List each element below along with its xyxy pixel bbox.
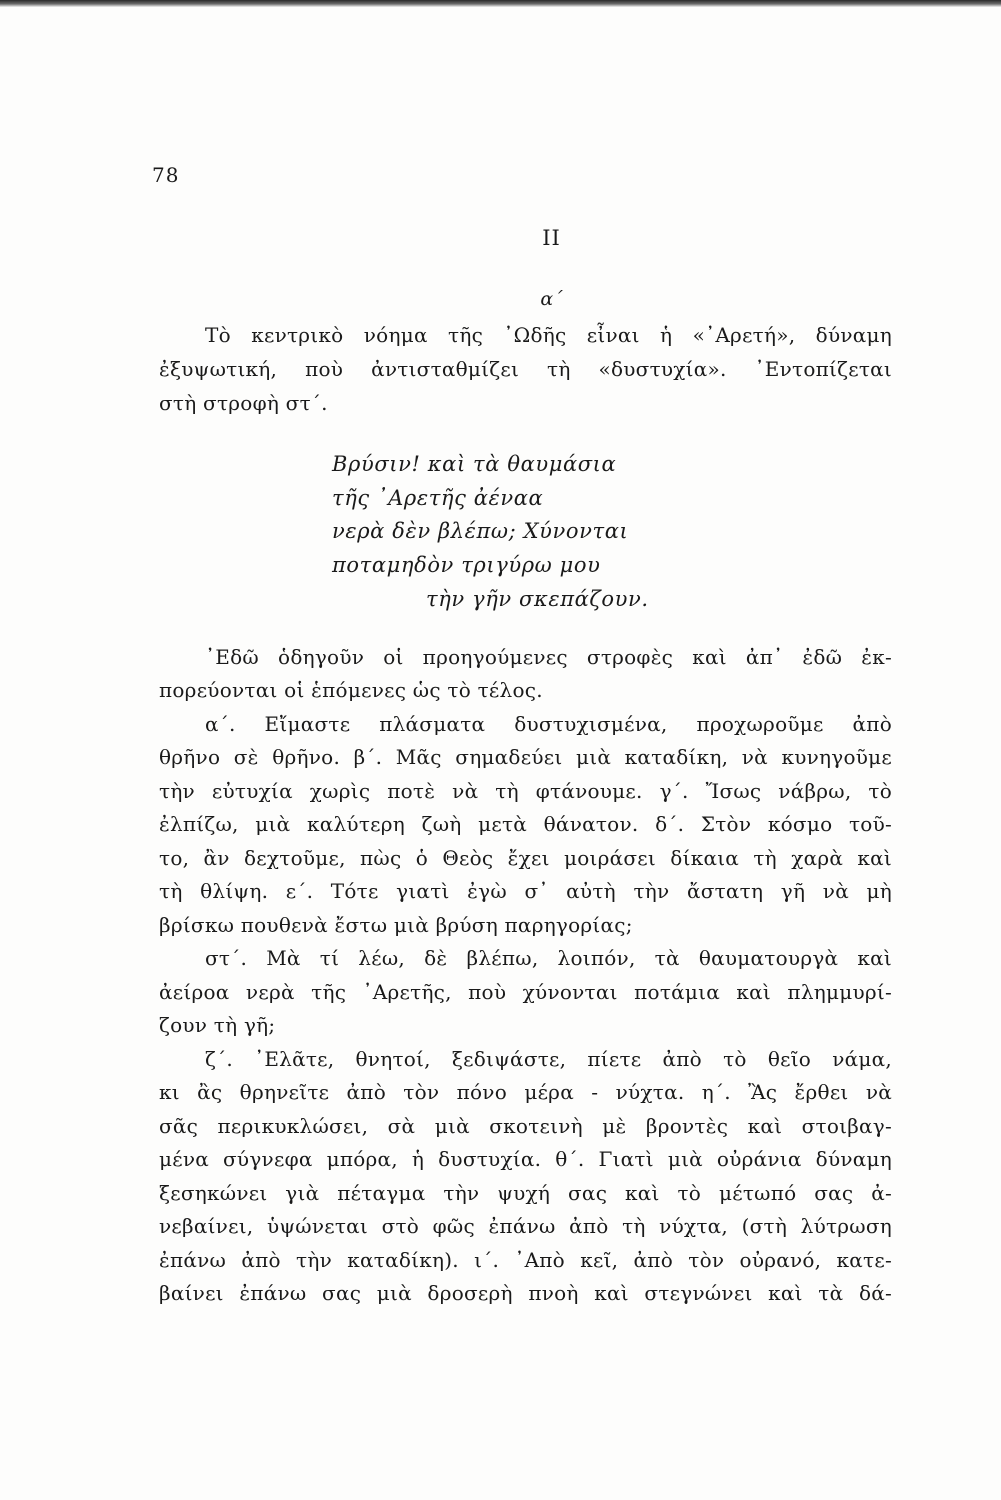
body-line: βαίνει ἐπάνω σας μιὰ δροσερὴ πνοὴ καὶ στεγνώνει καὶ τὰ δά- [159,1281,892,1305]
body-line: ζουν τὴ γῆ; [159,1013,276,1037]
body-line: στ΄. Μὰ τί λέω, δὲ βλέπω, λοιπόν, τὰ θαυματουργὰ καὶ [205,946,892,970]
verse-line: νερὰ δὲν βλέπω; Χύνονται [332,519,629,543]
body-line: α΄. Εἴμαστε πλάσματα δυστυχισμένα, προχωροῦμε ἀπὸ [205,712,892,736]
verse-line: ποταμηδὸν τριγύρω μου [332,553,601,577]
body-line: ἀείροα νερὰ τῆς ᾿Αρετῆς, ποὺ χύνονται ποτάμια καὶ πλημμυρί- [159,980,892,1004]
intro-line: Τὸ κεντρικὸ νόημα τῆς ᾿Ωδῆς εἶναι ἡ «᾿Αρετή», δύναμη [205,323,892,347]
body-line: ᾿Εδῶ ὁδηγοῦν οἱ προηγούμενες στροφὲς καὶ ἀπ᾿ ἐδῶ ἐκ- [205,645,892,669]
body-line: ζ΄. ᾿Ελᾶτε, θνητοί, ξεδιψάστε, πίετε ἀπὸ τὸ θεῖο νάμα, [205,1047,892,1071]
body-line: σᾶς περικυκλώσει, σὰ μιὰ σκοτεινὴ μὲ βροντὲς καὶ στοιβαγ- [159,1114,892,1138]
body-line: νεβαίνει, ὑψώνεται στὸ φῶς ἐπάνω ἀπὸ τὴ νύχτα, (στὴ λύτρωση [159,1214,892,1238]
body-line: τὴ θλίψη. ε΄. Τότε γιατὶ ἐγὼ σ᾿ αὐτὴ τὴν ἄστατη γῆ νὰ μὴ [159,879,892,903]
page-top-edge [0,0,1001,7]
body-line: πορεύονται οἱ ἑπόμενες ὡς τὸ τέλος. [159,678,543,702]
body-line: θρῆνο σὲ θρῆνο. β΄. Μᾶς σημαδεύει μιὰ καταδίκη, νὰ κυνηγοῦμε [159,745,892,769]
subsection-mark: α΄ [540,288,563,310]
body-line: τὴν εὐτυχία χωρὶς ποτὲ νὰ τὴ φτάνουμε. γ΄. Ἴσως νάβρω, τὸ [159,779,892,803]
body-line: ξεσηκώνει γιὰ πέταγμα τὴν ψυχή σας καὶ τὸ μέτωπό σας ἀ- [159,1181,892,1205]
intro-line: στὴ στροφὴ στ΄. [159,391,328,415]
body-line: το, ἂν δεχτοῦμε, πὼς ὁ Θεὸς ἔχει μοιράσει δίκαια τὴ χαρὰ καὶ [159,846,892,870]
section-heading: II [542,226,561,250]
body-line: ἐπάνω ἀπὸ τὴν καταδίκη). ι΄. ᾿Απὸ κεῖ, ἀπὸ τὸν οὐρανό, κατε- [159,1248,892,1272]
body-line: βρίσκω πουθενὰ ἔστω μιὰ βρύση παρηγορίας; [159,913,633,937]
body-line: μένα σύγνεφα μπόρα, ἡ δυστυχία. θ΄. Γιατὶ μιὰ οὐράνια δύναμη [159,1147,892,1171]
page-number: 78 [152,163,180,187]
body-line: ἐλπίζω, μιὰ καλύτερη ζωὴ μετὰ θάνατον. δ΄. Στὸν κόσμο τοῦ- [159,812,892,836]
verse-line: τὴν γῆν σκεπάζουν. [426,587,649,611]
body-line: κι ἂς θρηνεῖτε ἀπὸ τὸν πόνο μέρα - νύχτα. η΄. Ἂς ἔρθει νὰ [159,1080,892,1104]
intro-line: ἐξυψωτική, ποὺ ἀντισταθμίζει τὴ «δυστυχία». ᾿Εντοπίζεται [159,357,892,381]
verse-line: Βρύσιν! καὶ τὰ θαυμάσια [332,452,617,476]
verse-line: τῆς ᾿Αρετῆς ἀέναα [332,486,544,510]
